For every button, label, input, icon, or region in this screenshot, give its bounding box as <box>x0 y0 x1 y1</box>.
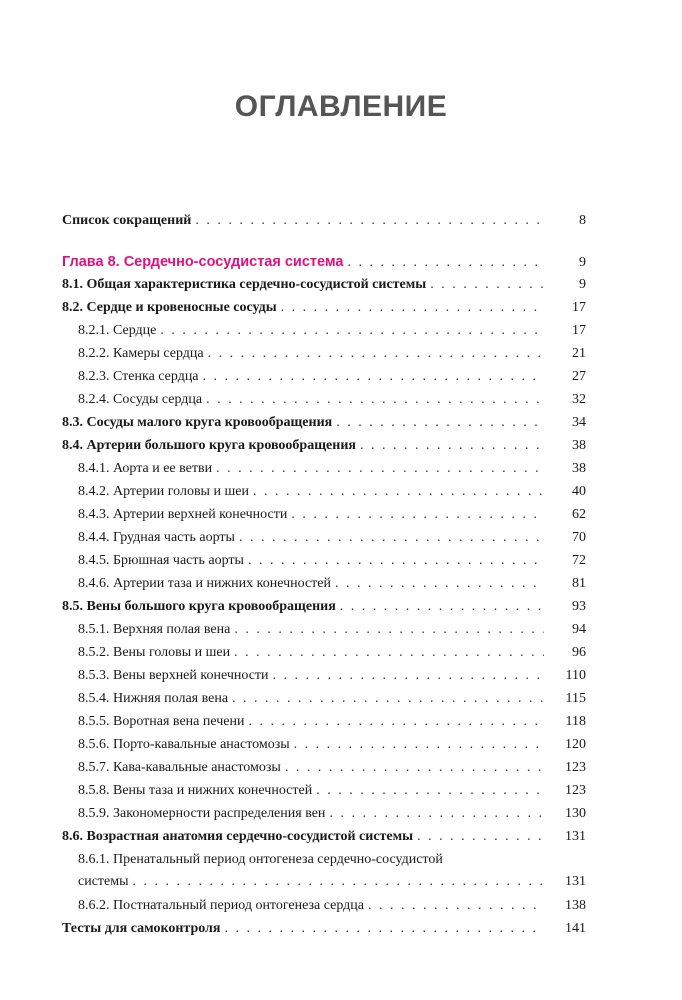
toc-entry-8-2-4[interactable] <box>62 389 586 411</box>
toc-entry-label: 8.2. Сердце и кровеносные сосуды <box>62 300 277 315</box>
toc-page-number: 32 <box>572 392 586 407</box>
toc-entry-8-4-6[interactable] <box>62 573 586 595</box>
leader-dots <box>329 803 544 825</box>
toc-entry-8-2-1[interactable] <box>62 320 586 342</box>
toc-entry-label: 8.5.5. Воротная вена печени <box>78 714 245 729</box>
toc-entry-label: 8.4. Артерии большого круга кровообращения <box>62 438 356 453</box>
toc-entry-8-6-1[interactable] <box>62 849 586 893</box>
leader-dots <box>195 210 544 232</box>
toc-entry-label: 8.4.3. Артерии верхней конечности <box>78 507 288 522</box>
leader-dots <box>336 412 544 434</box>
toc-entry-8-5-6[interactable] <box>62 734 586 756</box>
leader-dots <box>248 550 544 572</box>
toc-page-number: 72 <box>572 553 586 568</box>
toc-entry-8-2-3[interactable] <box>62 366 586 388</box>
toc-page-number: 40 <box>572 484 586 499</box>
toc-entry-label: Глава 8. Сердечно-сосудистая система <box>62 254 344 270</box>
toc-page-number: 131 <box>565 874 586 889</box>
toc-entry-8-4[interactable] <box>62 435 586 457</box>
toc-entry-label: Список сокращений <box>62 213 192 228</box>
toc-page-number: 96 <box>572 645 586 660</box>
toc-page-number: 17 <box>572 323 586 338</box>
toc-entry-label: 8.5.6. Порто-кавальные анастомозы <box>78 737 290 752</box>
toc-page-number: 21 <box>572 346 586 361</box>
leader-dots <box>285 757 544 779</box>
toc-entry-8-2[interactable] <box>62 297 586 319</box>
toc-entry-8-3[interactable] <box>62 412 586 434</box>
toc-entry-8-6[interactable] <box>62 826 586 848</box>
toc-entry-label: 8.4.2. Артерии головы и шеи <box>78 484 249 499</box>
leader-dots <box>281 297 544 319</box>
toc-entry-8-2-2[interactable] <box>62 343 586 365</box>
toc-entry-label: 8.2.4. Сосуды сердца <box>78 392 203 407</box>
toc-entry-8-5-7[interactable] <box>62 757 586 779</box>
toc-entry-8-6-2[interactable] <box>62 895 586 917</box>
leader-dots <box>224 918 544 940</box>
toc-entry-label: Тесты для самоконтроля <box>62 921 221 936</box>
toc-entry-label: 8.4.4. Грудная часть аорты <box>78 530 235 545</box>
leader-dots <box>430 274 544 296</box>
leader-dots <box>239 527 544 549</box>
toc-entry-8-4-5[interactable] <box>62 550 586 572</box>
toc-entry-8-5-2[interactable] <box>62 642 586 664</box>
toc-entry-8-5-1[interactable] <box>62 619 586 641</box>
toc-page-number: 94 <box>572 622 586 637</box>
toc-entry-8-5[interactable] <box>62 596 586 618</box>
toc-entry-label: 8.2.3. Стенка сердца <box>78 369 199 384</box>
leader-dots <box>335 573 544 595</box>
toc-entry-label: 8.2.2. Камеры сердца <box>78 346 204 361</box>
toc-page-number: 38 <box>572 461 586 476</box>
toc-page-number: 17 <box>572 300 586 315</box>
leader-dots <box>253 481 544 503</box>
toc-page-number: 131 <box>565 829 586 844</box>
toc-entry-label: 8.6. Возрастная анатомия сердечно-сосудистой системы <box>62 829 414 844</box>
toc-entry-label: 8.3. Сосуды малого круга кровообращения <box>62 415 333 430</box>
toc-page-number: 123 <box>565 760 586 775</box>
toc-entry-abbreviations[interactable] <box>62 210 586 232</box>
toc-page-number: 9 <box>579 277 586 292</box>
toc-entry-label-continued: системы <box>78 874 129 889</box>
toc-page-number: 38 <box>572 438 586 453</box>
leader-dots <box>206 389 544 411</box>
toc-entry-label: 8.5.2. Вены головы и шеи <box>78 645 231 660</box>
toc-page-number: 118 <box>565 714 586 729</box>
leader-dots <box>291 504 544 526</box>
toc-entry-label: 8.5.9. Закономерности распределения вен <box>78 806 326 821</box>
leader-dots <box>203 366 544 388</box>
toc-entry-label: 8.2.1. Сердце <box>78 323 157 338</box>
toc-entry-8-4-1[interactable] <box>62 458 586 480</box>
toc-entry-label: 8.5.7. Кава-кавальные анастомозы <box>78 760 281 775</box>
toc-page-number: 70 <box>572 530 586 545</box>
toc-entry-label: 8.6.2. Постнатальный период онтогенеза сердца <box>78 898 365 913</box>
toc-entry-label: 8.5.8. Вены таза и нижних конечностей <box>78 783 313 798</box>
leader-dots <box>234 642 544 664</box>
toc-entry-8-4-4[interactable] <box>62 527 586 549</box>
toc-page-number: 138 <box>565 898 586 913</box>
toc-entry-label: 8.1. Общая характеристика сердечно-сосудистой системы <box>62 277 427 292</box>
leader-dots <box>160 320 544 342</box>
leader-dots <box>216 458 544 480</box>
toc-page-number: 115 <box>565 691 586 706</box>
toc-page-number: 8 <box>579 213 586 228</box>
toc-entry-label: 8.4.5. Брюшная часть аорты <box>78 553 244 568</box>
leader-dots <box>417 826 544 848</box>
leader-dots <box>368 895 544 917</box>
toc-page-number: 81 <box>572 576 586 591</box>
toc-entry-8-1[interactable] <box>62 274 586 296</box>
toc-entry-chapter-8[interactable] <box>62 251 586 274</box>
toc-entry-label: 8.4.6. Артерии таза и нижних конечностей <box>78 576 331 591</box>
toc-page-number: 34 <box>572 415 586 430</box>
leader-dots <box>347 252 544 274</box>
leader-dots <box>248 711 544 733</box>
toc-entry-8-5-4[interactable] <box>62 688 586 710</box>
leader-dots <box>316 780 544 802</box>
toc-entry-8-5-8[interactable] <box>62 780 586 802</box>
toc-page-number: 9 <box>579 255 586 270</box>
leader-dots <box>133 871 544 893</box>
toc-entry-label: 8.5.3. Вены верхней конечности <box>78 668 269 683</box>
toc-entry-label: 8.5. Вены большого круга кровообращения <box>62 599 336 614</box>
toc-entry-8-5-5[interactable] <box>62 711 586 733</box>
toc-page-number: 27 <box>572 369 586 384</box>
toc-entry-8-4-3[interactable] <box>62 504 586 526</box>
leader-dots <box>234 619 544 641</box>
page-title: ОГЛАВЛЕНИЕ <box>234 90 448 123</box>
toc-page-number: 120 <box>565 737 586 752</box>
leader-dots <box>208 343 544 365</box>
toc-page-number: 62 <box>572 507 586 522</box>
leader-dots <box>273 665 544 687</box>
toc-entry-tests[interactable] <box>62 918 586 940</box>
toc-entry-label: 8.5.4. Нижняя полая вена <box>78 691 229 706</box>
toc-page-number: 93 <box>572 599 586 614</box>
toc-page-number: 141 <box>565 921 586 936</box>
leader-dots <box>360 435 544 457</box>
toc-entry-label: 8.6.1. Пренатальный период онтогенеза сердечно-сосудистой <box>78 852 443 867</box>
leader-dots <box>340 596 544 618</box>
toc-page-number: 130 <box>565 806 586 821</box>
toc-entry-label: 8.5.1. Верхняя полая вена <box>78 622 231 637</box>
leader-dots <box>294 734 544 756</box>
toc-page-number: 123 <box>565 783 586 798</box>
toc-entry-8-5-3[interactable] <box>62 665 586 687</box>
toc-entry-8-5-9[interactable] <box>62 803 586 825</box>
toc-page-number: 110 <box>565 668 586 683</box>
leader-dots <box>232 688 544 710</box>
toc-entry-8-4-2[interactable] <box>62 481 586 503</box>
toc-entry-label: 8.4.1. Аорта и ее ветви <box>78 461 213 476</box>
